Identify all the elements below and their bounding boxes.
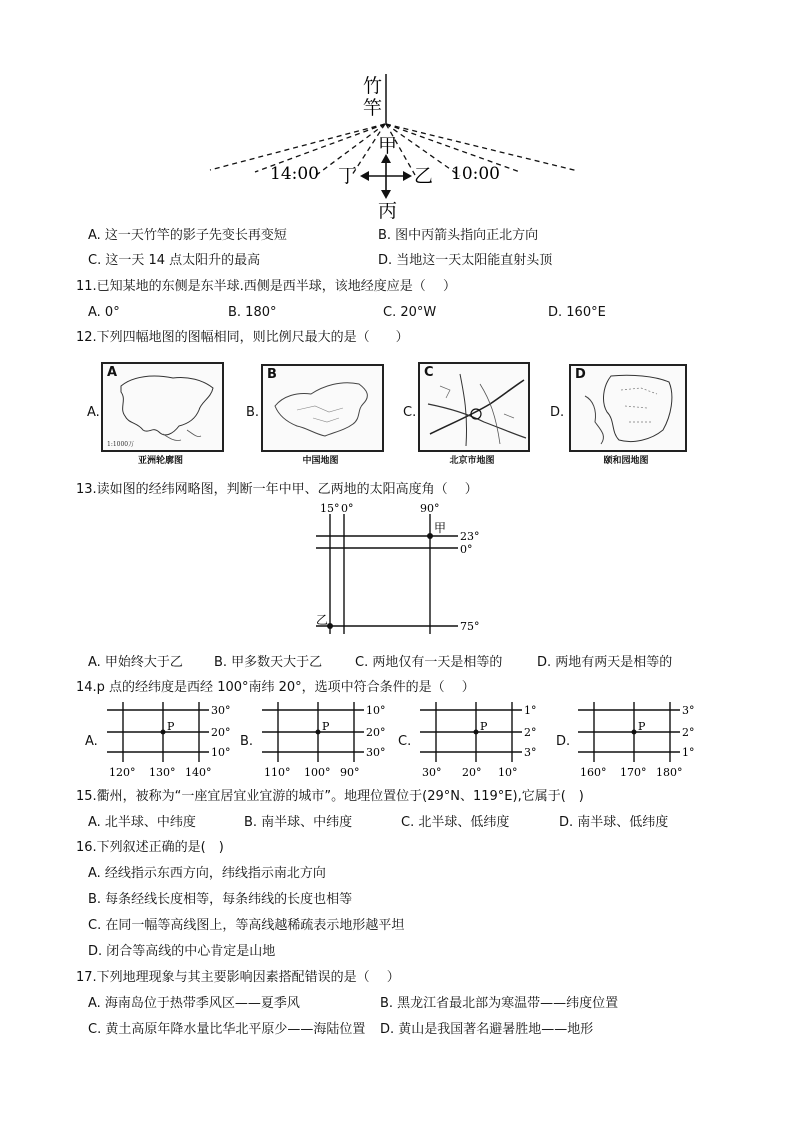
- lat-label: 1°: [682, 746, 695, 759]
- lon-label: 120°: [109, 766, 136, 779]
- lon-label: 140°: [185, 766, 212, 779]
- point-p: [316, 730, 321, 735]
- direction-bottom: 丙: [378, 200, 398, 222]
- q15-option-c[interactable]: C. 北半球、低纬度: [401, 815, 510, 830]
- map-caption: 亚洲轮廓图: [137, 456, 183, 466]
- time-right: 10:00: [451, 164, 500, 184]
- lat-label: 10°: [366, 704, 386, 717]
- point-p-label: P: [638, 720, 646, 733]
- q10-option-b[interactable]: B. 图中丙箭头指向正北方向: [378, 228, 539, 243]
- q16-stem: 16.下列叙述正确的是( ): [76, 840, 224, 855]
- q12-option-a[interactable]: A.: [87, 405, 100, 420]
- point-p-label: P: [167, 720, 175, 733]
- q12-option-b[interactable]: B.: [246, 405, 260, 420]
- point-p: [474, 730, 479, 735]
- china-outline-shape: [263, 366, 382, 450]
- q15-option-a[interactable]: A. 北半球、中纬度: [88, 815, 196, 830]
- q14-grid-c: [414, 700, 544, 780]
- q15-option-b[interactable]: B. 南半球、中纬度: [244, 815, 353, 830]
- summer-palace-map: [569, 364, 687, 452]
- point-p: [632, 730, 637, 735]
- lat-label: 10°: [211, 746, 231, 759]
- shadow-diagram: [200, 72, 600, 222]
- lat-label: 3°: [524, 746, 537, 759]
- q13-option-a[interactable]: A. 甲始终大于乙: [88, 655, 183, 670]
- lat-label: 3°: [682, 704, 695, 717]
- lon-label-15: 15°: [320, 502, 340, 515]
- q14-grid-d: [572, 700, 702, 780]
- svg-text:1:1000万: 1:1000万: [107, 441, 135, 448]
- lon-label: 90°: [340, 766, 360, 779]
- q15-stem: 15.衢州，被称为“一座宜居宜业宜游的城市”。地理位置位于(29°N、119°E),它属于( ): [76, 789, 584, 804]
- q11-option-c[interactable]: C. 20°W: [383, 305, 437, 320]
- q14-stem: 14.p 点的经纬度是西经 100°南纬 20°，选项中符合条件的是（ ）: [76, 680, 475, 695]
- q17-option-b[interactable]: B. 黑龙江省最北部为寒温带——纬度位置: [380, 996, 619, 1011]
- map-caption: 北京市地图: [449, 456, 495, 466]
- lon-label: 30°: [422, 766, 442, 779]
- q10-option-c[interactable]: C. 这一天 14 点太阳升的最高: [88, 253, 261, 268]
- lon-label-90: 90°: [420, 502, 440, 515]
- lat-label: 30°: [366, 746, 386, 759]
- map-caption: 中国地图: [302, 456, 339, 466]
- q16-option-c[interactable]: C. 在同一幅等高线图上，等高线越稀疏表示地形越平坦: [88, 918, 405, 933]
- time-left: 14:00: [270, 164, 319, 184]
- point-p-label: P: [480, 720, 488, 733]
- lon-label: 180°: [656, 766, 683, 779]
- lat-label-23: 23°: [460, 530, 480, 543]
- q10-option-d[interactable]: D. 当地这一天太阳能直射头顶: [378, 253, 553, 268]
- summer-palace-shape: [571, 366, 685, 450]
- beijing-city-map: [418, 362, 530, 452]
- map-caption: 颐和园地图: [603, 456, 649, 466]
- map-letter: A: [107, 365, 118, 380]
- map-letter: B: [267, 367, 277, 382]
- direction-right: 乙: [414, 165, 434, 187]
- q11-option-b[interactable]: B. 180°: [228, 305, 277, 320]
- q12-option-d[interactable]: D.: [550, 405, 565, 420]
- asia-outline-map: [101, 362, 224, 452]
- q13-option-d[interactable]: D. 两地有两天是相等的: [537, 655, 673, 670]
- q11-stem: 11.已知某地的东侧是东半球.西侧是西半球，该地经度应是（ ）: [76, 279, 456, 294]
- china-map: [261, 364, 384, 452]
- q17-stem: 17.下列地理现象与其主要影响因素搭配错误的是（ ）: [76, 970, 400, 985]
- lat-label: 20°: [211, 726, 231, 739]
- beijing-map-shape: [420, 364, 528, 450]
- q14-option-d[interactable]: D.: [556, 734, 571, 749]
- direction-top: 甲: [378, 135, 398, 157]
- q10-option-a[interactable]: A. 这一天竹竿的影子先变长再变短: [88, 228, 287, 243]
- lon-label: 170°: [620, 766, 647, 779]
- lon-label: 130°: [149, 766, 176, 779]
- q14-grid-b: [256, 700, 386, 780]
- map-letter: D: [575, 367, 586, 382]
- pole-label-1: 竹: [363, 75, 383, 97]
- map-letter: C: [424, 365, 434, 380]
- q17-option-a[interactable]: A. 海南岛位于热带季风区——夏季风: [88, 996, 300, 1011]
- lat-label-0: 0°: [460, 543, 473, 556]
- lon-label-0: 0°: [341, 502, 354, 515]
- lat-label: 2°: [524, 726, 537, 739]
- q16-option-a[interactable]: A. 经线指示东西方向，纬线指示南北方向: [88, 866, 326, 881]
- q11-option-d[interactable]: D. 160°E: [548, 305, 606, 320]
- q14-option-a[interactable]: A.: [85, 734, 98, 749]
- q14-grid-a: [101, 700, 231, 780]
- q14-option-c[interactable]: C.: [398, 734, 412, 749]
- lon-label: 20°: [462, 766, 482, 779]
- point-jia: 甲: [434, 521, 447, 535]
- q14-option-b[interactable]: B.: [240, 734, 254, 749]
- lon-label: 10°: [498, 766, 518, 779]
- q12-stem: 12.下列四幅地图的图幅相同，则比例尺最大的是（ ）: [76, 330, 409, 345]
- q15-option-d[interactable]: D. 南半球、低纬度: [559, 815, 669, 830]
- q13-option-c[interactable]: C. 两地仅有一天是相等的: [355, 655, 503, 670]
- point-yi: 乙: [316, 613, 329, 627]
- q16-option-b[interactable]: B. 每条经线长度相等，每条纬线的长度也相等: [88, 892, 353, 907]
- q13-stem: 13.读如图的经纬网略图，判断一年中甲、乙两地的太阳高度角（ ）: [76, 482, 478, 497]
- lon-label: 110°: [264, 766, 291, 779]
- q11-option-a[interactable]: A. 0°: [88, 305, 120, 320]
- asia-outline-shape: [103, 364, 222, 450]
- pole-label-2: 竿: [363, 97, 383, 119]
- q16-option-d[interactable]: D. 闭合等高线的中心肯定是山地: [88, 944, 276, 959]
- lat-label: 1°: [524, 704, 537, 717]
- lat-label-75: 75°: [460, 620, 480, 633]
- point-p-label: P: [322, 720, 330, 733]
- lat-label: 2°: [682, 726, 695, 739]
- q13-option-b[interactable]: B. 甲多数天大于乙: [214, 655, 323, 670]
- lat-lon-grid: [300, 502, 500, 642]
- lon-label: 100°: [304, 766, 331, 779]
- q17-option-c[interactable]: C. 黄土高原年降水量比华北平原少——海陆位置: [88, 1022, 366, 1037]
- lat-label: 30°: [211, 704, 231, 717]
- q12-option-c[interactable]: C.: [403, 405, 417, 420]
- q17-option-d[interactable]: D. 黄山是我国著名避暑胜地——地形: [380, 1022, 594, 1037]
- direction-left: 丁: [338, 165, 358, 187]
- lat-label: 20°: [366, 726, 386, 739]
- point-p: [161, 730, 166, 735]
- lon-label: 160°: [580, 766, 607, 779]
